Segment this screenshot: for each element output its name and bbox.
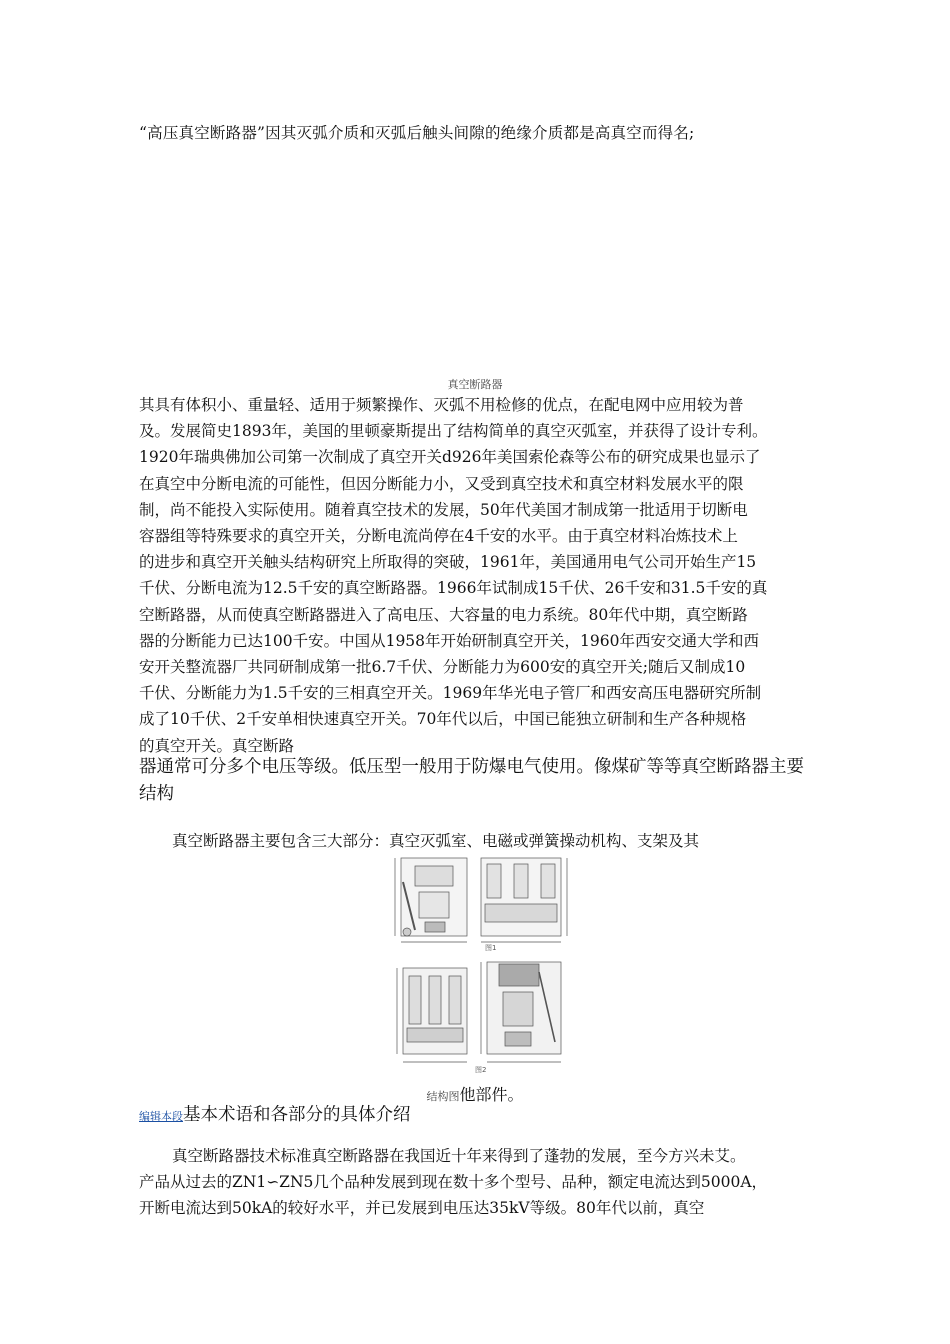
fig2-label: 图2 [475, 1066, 487, 1074]
fig1-label: 图1 [485, 944, 497, 952]
section-title: 基本术语和各部分的具体介绍 [183, 1105, 411, 1125]
standard-paragraph [139, 1143, 839, 1222]
text-line: 1920年瑞典佛加公司第一次制成了真空开关d926年美国索伦森等公布的研究成果也显示了 [139, 448, 761, 467]
figure1-caption: 真空断路器 [447, 378, 503, 391]
structure-diagram-image [389, 852, 575, 1078]
text-line: 开断电流达到50kA的较好水平，并已发展到电压达35kV等级。80年代以前，真空 [139, 1199, 705, 1218]
text-line: 千伏、分断电流为12.5千安的真空断路器。1966年试制成15千伏、26千安和31.5千安的真 [139, 579, 768, 598]
text-line: 千伏、分断能力为1.5千安的三相真空开关。1969年华光电子管厂和西安高压电器研究所制 [139, 684, 762, 703]
text-line: 的真空开关。真空断路 [139, 736, 295, 755]
text-line: 真空断路器技术标准真空断路器在我国近十年来得到了蓬勃的发展，至今方兴未艾。 [172, 1147, 746, 1165]
text-line: 空断路器，从而使真空断路器进入了高电压、大容量的电力系统。80年代中期，真空断路 [139, 605, 748, 624]
text-line: 器通常可分多个电压等级。低压型一般用于防爆电气使用。像煤矿等等真空断路器主要 [139, 757, 804, 777]
text-line: 产品从过去的ZN1∽ZN5几个品种发展到现在数十多个型号、品种，额定电流达到5000A， [139, 1173, 768, 1192]
text-line: 安开关整流器厂共同研制成第一批6.7千伏、分断能力为600安的真空开关;随后又制成10 [139, 658, 746, 677]
structure-line: 真空断路器主要包含三大部分：真空灭弧室、电磁或弹簧操动机构、支架及其 [172, 832, 700, 850]
figure2-caption-small: 结构图 [426, 1090, 460, 1103]
figure2-caption-rest: 他部件。 [459, 1085, 524, 1104]
text-line: 结构 [139, 784, 174, 804]
text-line: 其具有体积小、重量轻、适用于频繁操作、灭弧不用检修的优点，在配电网中应用较为普 [139, 396, 744, 414]
voltage-paragraph [139, 754, 839, 808]
text-line: 及。发展简史1893年，美国的里顿豪斯提出了结构简单的真空灭弧室，并获得了设计专利。 [139, 422, 768, 441]
text-line: 制，尚不能投入实际使用。随着真空技术的发展，50年代美国才制成第一批适用于切断电 [139, 500, 748, 519]
text-line: 容器组等特殊要求的真空开关，分断电流尚停在4千安的水平。由于真空材料冶炼技术上 [139, 527, 738, 546]
text-line: 在真空中分断电流的可能性，但因分断能力小，又受到真空技术和真空材料发展水平的限 [139, 474, 744, 493]
text-line: 成了10千伏、2千安单相快速真空开关。70年代以后，中国已能独立研制和生产各种规格 [139, 710, 747, 729]
edit-section-link[interactable]: 编辑本段 [139, 1110, 183, 1123]
text-line: 器的分断能力已达100千安。中国从1958年开始研制真空开关，1960年西安交通大学和西 [139, 631, 759, 650]
section-heading [139, 1101, 411, 1126]
text-line: 的进步和真空开关触头结构研究上所取得的突破，1961年，美国通用电气公司开始生产15 [139, 553, 757, 572]
intro-line: “高压真空断路器”因其灭弧介质和灭弧后触头间隙的绝缘介质都是高真空而得名; [139, 124, 695, 142]
history-paragraph [139, 392, 829, 759]
